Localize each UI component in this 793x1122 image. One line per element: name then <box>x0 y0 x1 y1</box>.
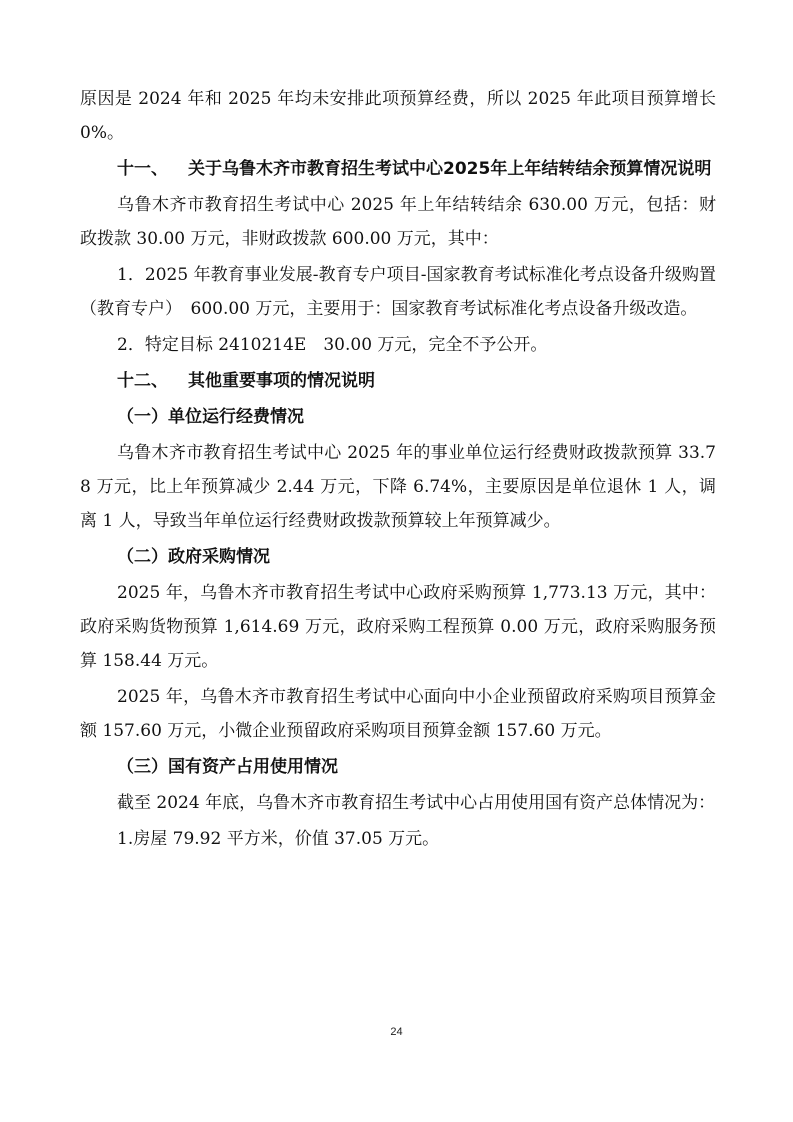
paragraph-carryover-total: 乌鲁木齐市教育招生考试中心 2025 年上年结转结余 630.00 万元，包括：财政拨款 30.00 万元，非财政拨款 600.00 万元，其中： <box>80 195 716 249</box>
paragraph-carryover-item-2: 2．特定目标 2410214E 30.00 万元，完全不予公开。 <box>117 335 548 355</box>
document-body <box>80 82 716 858</box>
section-title-11: 关于乌鲁木齐市教育招生考试中心2025年上年结转结余预算情况说明 <box>188 159 712 179</box>
paragraph-procurement-budget: 2025 年，乌鲁木齐市教育招生考试中心政府采购预算 1,773.13 万元，其中：政府采购货物预算 1,614.69 万元，政府采购工程预算 0.00 万元，政府采购服务预算 158.44 万元。 <box>80 583 716 671</box>
section-heading-11 <box>80 152 716 186</box>
paragraph-housing-asset: 1.房屋 79.92 平方米，价值 37.05 万元。 <box>117 829 440 849</box>
paragraph-state-assets: 截至 2024 年底，乌鲁木齐市教育招生考试中心占用使用国有资产总体情况为： <box>117 793 716 813</box>
paragraph-budget-growth: 原因是 2024 年和 2025 年均未安排此项预算经费，所以 2025 年此项目预算增长 0%。 <box>80 89 716 143</box>
subsection-heading-procurement: （二）政府采购情况 <box>117 547 270 567</box>
paragraph-operating-funds: 乌鲁木齐市教育招生考试中心 2025 年的事业单位运行经费财政拨款预算 33.78 万元，比上年预算减少 2.44 万元，下降 6.74%，主要原因是单位退休 1 人，调离 1 人，导致当年单位运行经费财政拨款预算较上年预算减少。 <box>80 443 716 531</box>
paragraph-carryover-item-1: 1．2025 年教育事业发展-教育专户项目-国家教育考试标准化考点设备升级购置（教育专户） 600.00 万元，主要用于：国家教育考试标准化考点设备升级改造。 <box>80 265 716 319</box>
page-number: 24 <box>390 1026 403 1038</box>
section-number-11: 十一、 <box>117 159 168 179</box>
section-title-12: 其他重要事项的情况说明 <box>188 371 375 391</box>
paragraph-sme-procurement: 2025 年，乌鲁木齐市教育招生考试中心面向中小企业预留政府采购项目预算金额 157.60 万元，小微企业预留政府采购项目预算金额 157.60 万元。 <box>80 687 716 741</box>
subsection-heading-operating-funds: （一）单位运行经费情况 <box>117 407 304 427</box>
section-heading-12 <box>80 364 716 398</box>
section-number-12: 十二、 <box>117 371 168 391</box>
subsection-heading-state-assets: （三）国有资产占用使用情况 <box>117 757 338 777</box>
